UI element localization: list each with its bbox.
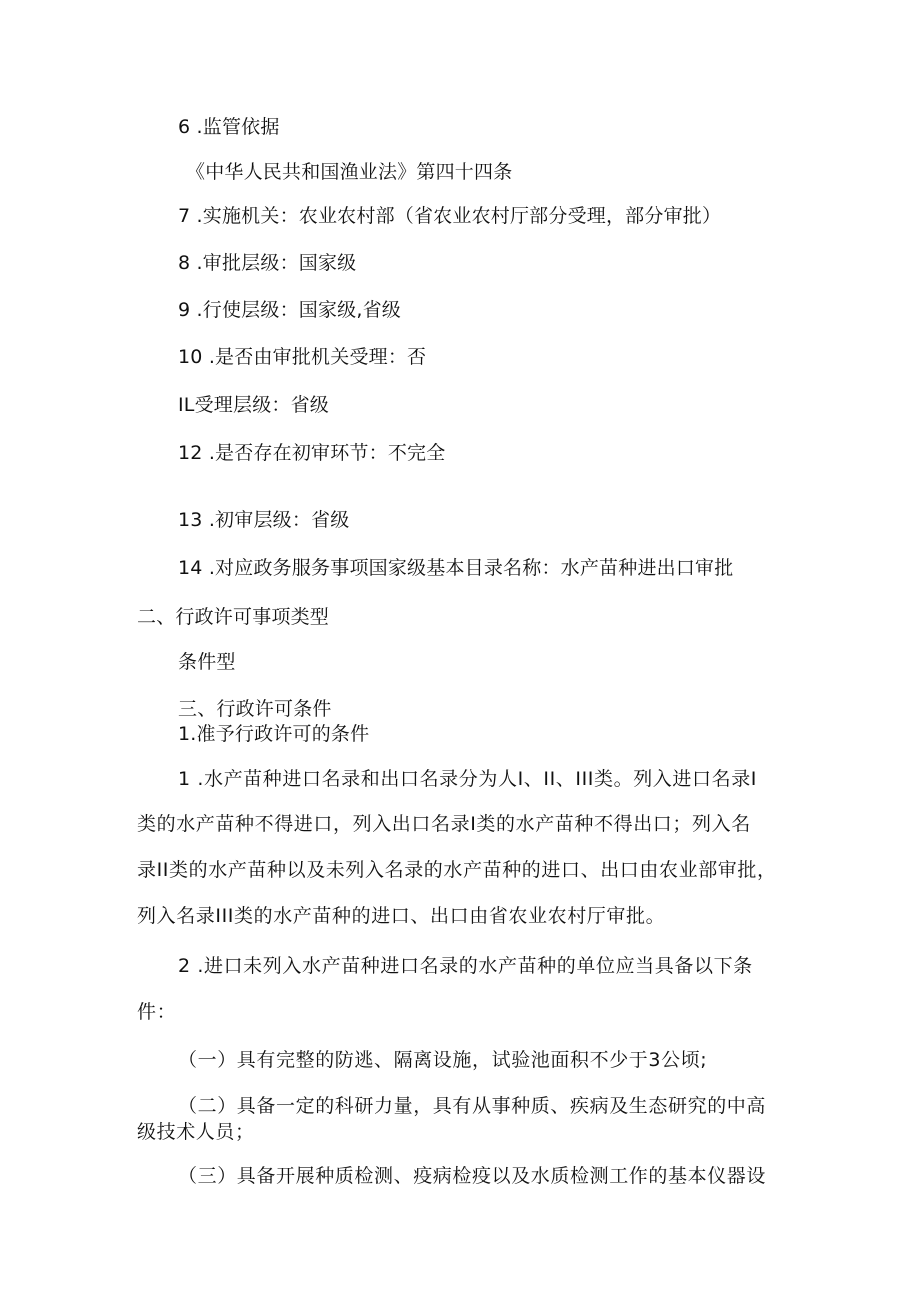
- condition-2-line-1: （二）具备一定的科研力量，具有从事种质、疾病及生态研究的中高: [178, 1095, 767, 1117]
- item-13: 13 .初审层级：省级: [178, 509, 350, 531]
- item-11: IL受理层级：省级: [178, 394, 329, 416]
- section-3-heading: 三、行政许可条件: [178, 698, 332, 720]
- paragraph-2-line-2: 件：: [137, 1001, 177, 1023]
- section-2-body: 条件型: [178, 651, 236, 673]
- item-10: 10 .是否由审批机关受理：否: [178, 346, 427, 368]
- item-6-title: 6 .监管依据: [178, 116, 280, 138]
- paragraph-1-line-3: 录II类的水产苗种以及未列入名录的水产苗种的进口、出口由农业部审批，: [137, 859, 777, 881]
- paragraph-1-line-2: 类的水产苗种不得进口，列入出口名录I类的水产苗种不得出口；列入名: [137, 813, 751, 835]
- item-9: 9 .行使层级：国家级,省级: [178, 299, 402, 321]
- item-12: 12 .是否存在初审环节：不完全: [178, 442, 446, 464]
- paragraph-2-line-1: 2 .进口未列入水产苗种进口名录的水产苗种的单位应当具备以下条: [178, 955, 753, 977]
- paragraph-1-line-4: 列入名录III类的水产苗种的进口、出口由省农业农村厅审批。: [137, 905, 666, 927]
- item-8: 8 .审批层级：国家级: [178, 252, 357, 274]
- item-6-body: 《中华人民共和国渔业法》第四十四条: [186, 161, 513, 183]
- condition-2-line-2: 级技术人员；: [137, 1121, 255, 1143]
- item-7: 7 .实施机关：农业农村部（省农业农村厅部分受理，部分审批）: [178, 205, 722, 227]
- section-2-heading: 二、行政许可事项类型: [137, 606, 330, 628]
- condition-1: （一）具有完整的防逃、隔离设施，试验池面积不少于3公顷;: [178, 1049, 708, 1071]
- paragraph-1-line-1: 1 .水产苗种进口名录和出口名录分为人I、II、III类。列入进口名录I: [178, 768, 757, 790]
- condition-3: （三）具备开展种质检测、疫病检疫以及水质检测工作的基本仪器设: [178, 1165, 767, 1187]
- item-14: 14 .对应政务服务事项国家级基本目录名称：水产苗种进出口审批: [178, 557, 734, 579]
- section-3-subheading: 1.准予行政许可的条件: [178, 723, 370, 745]
